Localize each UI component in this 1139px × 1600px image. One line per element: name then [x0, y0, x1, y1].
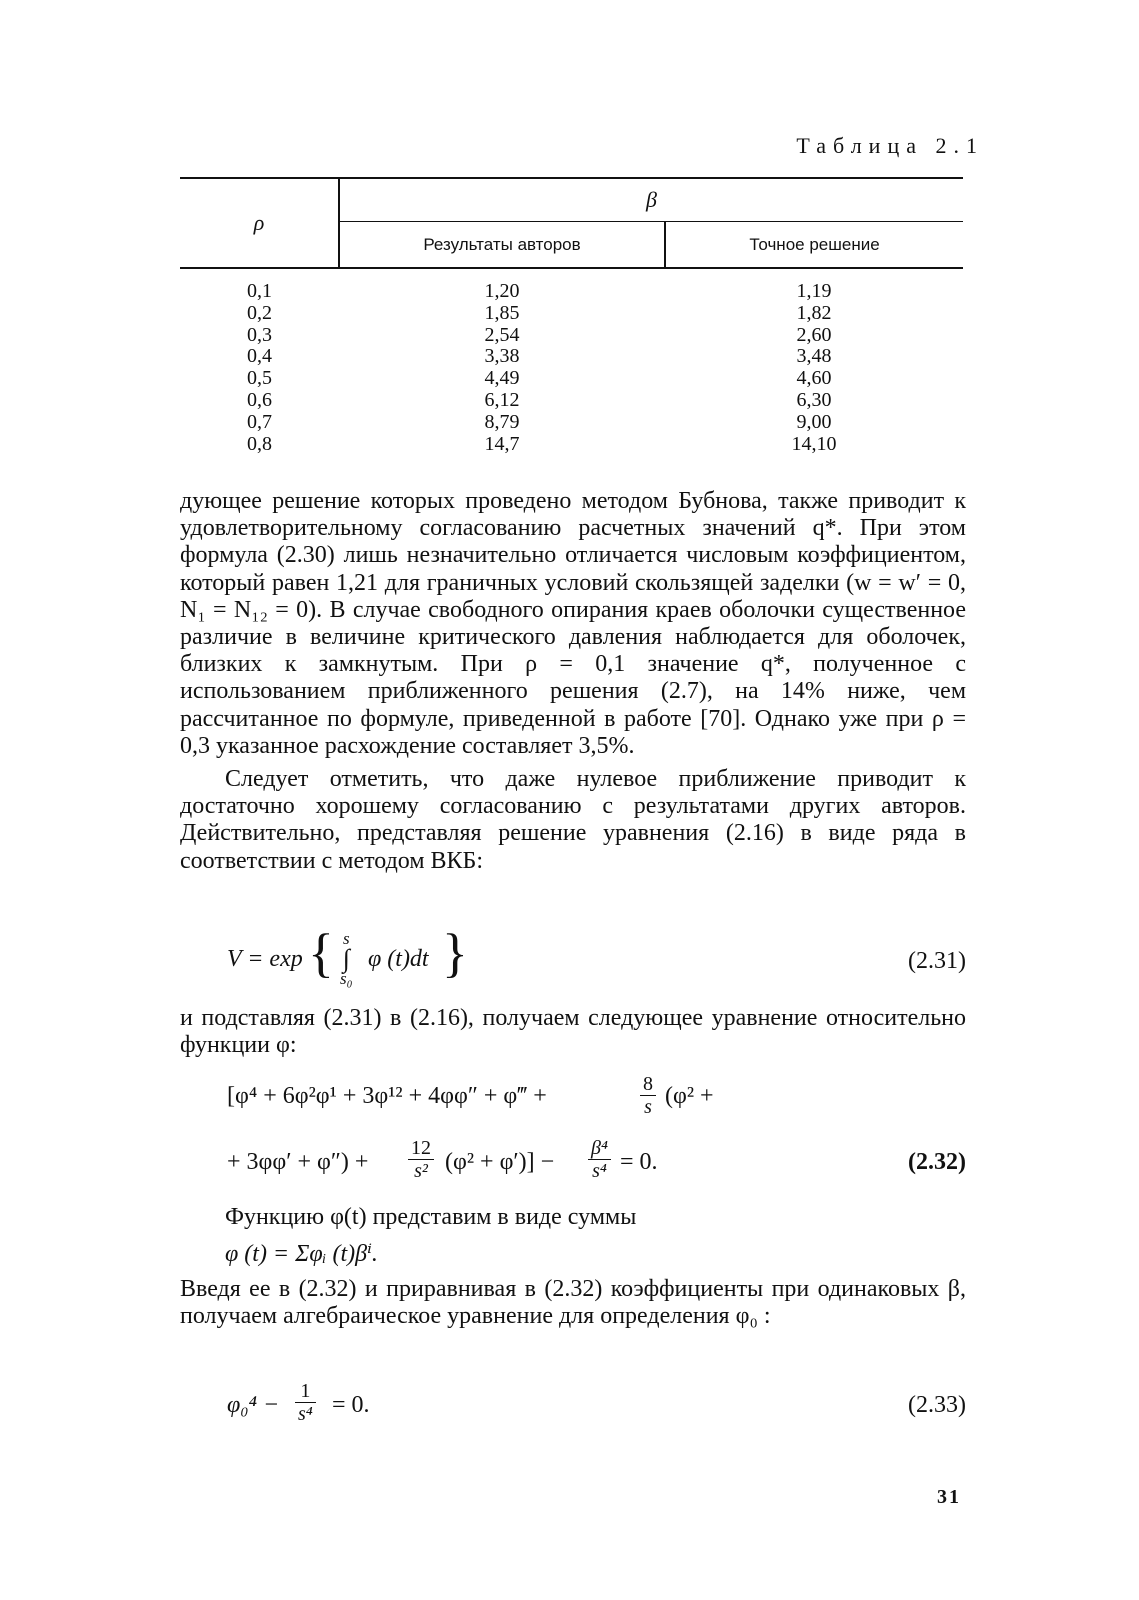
integral: [340, 930, 353, 988]
col-beta-header: β: [339, 178, 963, 222]
cell-authors: 1,20: [484, 280, 520, 302]
cell-rho: 0,4: [247, 345, 272, 368]
lower-limit: s₀: [340, 969, 353, 988]
cell-exact: 2,60: [796, 323, 832, 346]
cell-authors: 4,49: [484, 367, 520, 390]
table-row: [180, 303, 963, 325]
equation-2-31: [180, 923, 966, 1000]
eq-text: = 0.: [620, 1149, 658, 1175]
cell-exact: 4,60: [796, 367, 832, 390]
cell-exact: 3,48: [796, 345, 832, 368]
denominator: s: [644, 1096, 652, 1118]
body-text-block-1: [180, 488, 966, 875]
table-row: [180, 390, 963, 412]
numerator: β⁴: [588, 1137, 611, 1160]
cell-exact: 1,82: [796, 301, 832, 324]
body-text-block-2: [180, 1005, 966, 1059]
cell-rho: 0,5: [247, 367, 272, 390]
cell-exact: 6,30: [796, 388, 832, 411]
cell-authors: 1,85: [484, 301, 520, 324]
page-number: 31: [937, 1486, 961, 1508]
brace-right-icon: }: [442, 923, 468, 983]
numerator: 12: [408, 1137, 434, 1160]
cell-authors: 8,79: [484, 410, 520, 433]
denominator: s⁴: [298, 1403, 313, 1425]
cell-rho: 0,1: [247, 280, 272, 302]
upper-limit: s: [342, 929, 350, 948]
cell-authors: 3,38: [484, 345, 520, 368]
sum-formula: φ (t) = Σφᵢ (t)βⁱ.: [225, 1241, 378, 1268]
col-rho-header: ρ: [180, 178, 339, 268]
results-table: [180, 177, 963, 455]
brace-left-icon: {: [308, 923, 334, 983]
eq-text: [φ⁴ + 6φ²φ¹ + 3φ¹² + 4φφ″ + φ‴ +: [227, 1083, 547, 1109]
paragraph: Введя ее в (2.32) и приравнивая в (2.32) коэффициенты при одинаковых β, получаем алгебраическое уравнение для определения φ₀ :: [180, 1276, 966, 1330]
cell-authors: 6,12: [484, 388, 520, 411]
table-row: [180, 325, 963, 347]
eq-text: + 3φφ′ + φ″) +: [227, 1149, 369, 1175]
body-text-block-3: [225, 1204, 965, 1268]
table-row: [180, 434, 963, 456]
cell-rho: 0,6: [247, 388, 272, 411]
fraction: [588, 1137, 611, 1182]
denominator: s⁴: [592, 1160, 607, 1182]
cell-exact: 14,10: [791, 432, 837, 455]
eq-text: V = exp: [227, 946, 303, 972]
fraction: [408, 1137, 434, 1182]
cell-authors: 2,54: [484, 323, 520, 346]
integral-icon: ∫: [342, 944, 350, 973]
equation-number: (2.32): [908, 1149, 966, 1175]
paragraph: Следует отметить, что даже нулевое приближение приводит к достаточно хорошему согласованию с результатами других авторов. Действительно, представляя решение уравнения (2.16) в виде ряда в соответствии с методом ВКБ:: [180, 766, 966, 874]
cell-rho: 0,2: [247, 301, 272, 324]
numerator: 1: [295, 1380, 316, 1403]
table-row: [180, 346, 963, 368]
table-row: [180, 368, 963, 390]
paragraph: дующее решение которых проведено методом Бубнова, также приводит к удовлетворительному согласованию расчетных значений q*. При этом формула (2.30) лишь незначительно отличается числовым коэффициентом, который равен 1,21 для граничных условий скользящей заделки (w = w′ = 0, N₁ = N₁₂ = 0). В случае свободного опирания краев оболочки существенное различие в величине критического давления наблюдается для оболочек, близких к замкнутым. При ρ = 0,1 значение q*, полученное с использованием приближенного решения (2.7), на 14% ниже, чем рассчитанное по формуле, приведенной в работе [70]. Однако уже при ρ = 0,3 указанное расхождение составляет 3,5%.: [180, 488, 966, 759]
body-text-block-4: [180, 1276, 966, 1330]
cell-exact: 9,00: [796, 410, 832, 433]
fraction: [640, 1073, 656, 1118]
cell-authors: 14,7: [484, 432, 520, 455]
equation-number: (2.31): [908, 948, 966, 974]
eq-text: = 0.: [332, 1392, 370, 1418]
equation-2-33: [180, 1380, 966, 1440]
col-exact-header: Точное решение: [665, 222, 963, 268]
equation-2-32-line-2: [180, 1137, 966, 1197]
denominator: s²: [414, 1160, 428, 1182]
integrand: φ (t)dt: [368, 946, 429, 972]
paragraph: Функцию φ(t) представим в виде суммы: [225, 1204, 637, 1230]
equation-2-32-line-1: [180, 1075, 966, 1135]
cell-rho: 0,8: [247, 432, 272, 455]
paragraph: и подставляя (2.31) в (2.16), получаем следующее уравнение относительно функции φ:: [180, 1005, 966, 1059]
fraction: [295, 1380, 316, 1425]
cell-rho: 0,3: [247, 323, 272, 346]
eq-text: φ₀⁴ −: [227, 1392, 280, 1418]
numerator: 8: [640, 1073, 656, 1096]
eq-text: (φ² + φ′)] −: [445, 1149, 555, 1175]
table-row: [180, 412, 963, 434]
cell-exact: 1,19: [796, 280, 832, 302]
cell-rho: 0,7: [247, 410, 272, 433]
equation-number: (2.33): [908, 1392, 966, 1418]
table-row: [180, 268, 963, 303]
eq-text: (φ² +: [665, 1083, 714, 1109]
col-authors-header: Результаты авторов: [339, 222, 665, 268]
table-caption: Таблица 2.1: [796, 133, 984, 158]
